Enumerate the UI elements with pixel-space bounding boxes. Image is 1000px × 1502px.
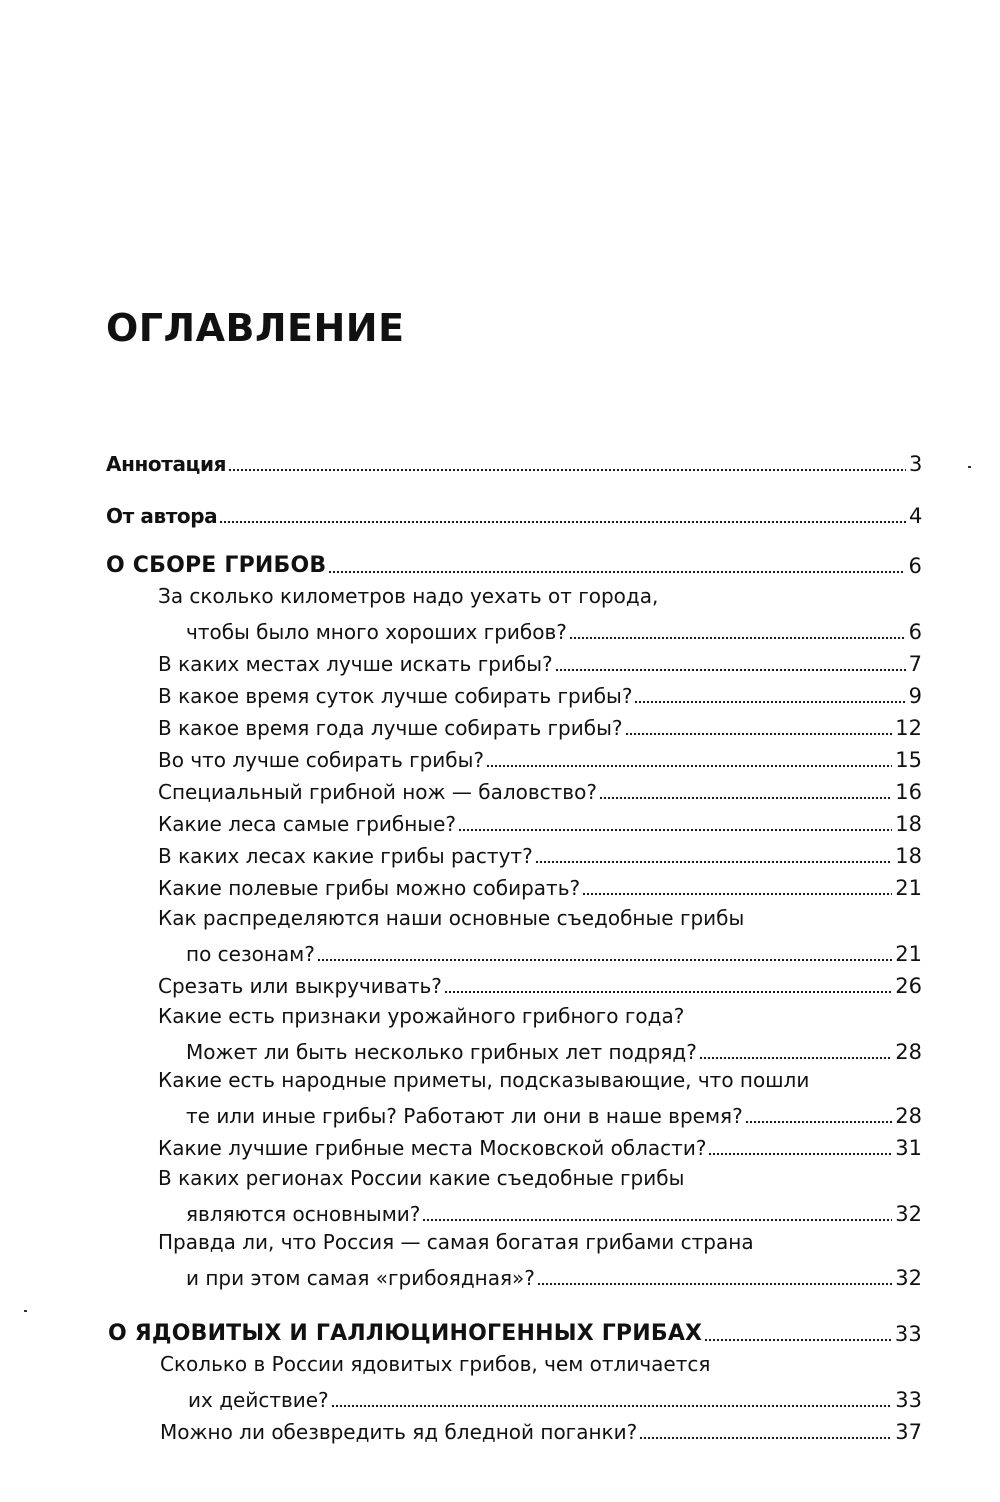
- toc-entry: [158, 646, 922, 678]
- toc-entry-title: Аннотация: [106, 452, 227, 476]
- toc-entry-title: Во что лучше собирать грибы?: [158, 748, 485, 772]
- toc-entry: [186, 1034, 922, 1066]
- toc-entry-title: те или иные грибы? Работают ли они в наше время?: [186, 1104, 743, 1128]
- toc-entry: [186, 1196, 922, 1228]
- toc-entry-line: Какие есть народные приметы, подсказывающие, что пошли: [158, 1068, 810, 1092]
- toc-page-number: 15: [895, 748, 922, 772]
- dot-leader: [582, 890, 892, 896]
- dot-leader: [444, 988, 892, 994]
- toc-entry: [158, 870, 922, 902]
- toc-page-number: 32: [895, 1266, 922, 1290]
- toc-page-number: 33: [894, 1322, 922, 1346]
- dot-leader: [458, 826, 892, 832]
- dot-leader: [535, 858, 893, 864]
- dot-leader: [422, 1216, 892, 1222]
- toc-entry-line: Сколько в России ядовитых грибов, чем отличается: [160, 1352, 711, 1376]
- scan-speck: [24, 1310, 27, 1312]
- toc-entry-title: От автора: [106, 504, 218, 528]
- dot-leader: [625, 730, 893, 736]
- toc-entry: [158, 1130, 922, 1162]
- dot-leader: [228, 466, 906, 472]
- toc-entry-line: Какие есть признаки урожайного грибного года?: [158, 1004, 685, 1028]
- toc-page-number: 16: [895, 780, 922, 804]
- section-title: О СБОРЕ ГРИБОВ: [106, 553, 327, 578]
- toc-page-number: 9: [908, 684, 922, 708]
- toc-entry-author: [106, 498, 922, 530]
- dot-leader: [555, 666, 906, 672]
- toc-entry-title: Может ли быть несколько грибных лет подряд?: [186, 1040, 697, 1064]
- toc-entry-line: Как распределяются наши основные съедобные грибы: [158, 906, 745, 930]
- toc-entry-title: являются основными?: [186, 1202, 421, 1226]
- toc-entry-title: чтобы было много хороших грибов?: [186, 620, 567, 644]
- toc-entry-title: Можно ли обезвредить яд бледной поганки?: [160, 1420, 638, 1444]
- dot-leader: [331, 1402, 893, 1408]
- toc-entry-title: Срезать или выкручивать?: [158, 974, 442, 998]
- dot-leader: [639, 1434, 892, 1440]
- dot-leader: [317, 956, 892, 962]
- toc-page-number: 26: [895, 974, 922, 998]
- toc-page-number: 28: [895, 1040, 922, 1064]
- toc-section-heading: [106, 548, 922, 580]
- dot-leader: [569, 634, 906, 640]
- toc-entry: [158, 806, 922, 838]
- dot-leader: [328, 568, 905, 574]
- toc-page-number: 33: [895, 1388, 922, 1412]
- toc-entry-line: За сколько километров надо уехать от города,: [158, 584, 659, 608]
- toc-page-number: 3: [909, 452, 922, 476]
- toc-entry-title: Какие полевые грибы можно собирать?: [158, 876, 581, 900]
- dot-leader: [537, 1280, 892, 1286]
- dot-leader: [599, 794, 892, 800]
- toc-entry: [186, 1260, 922, 1292]
- toc-entry: [188, 1382, 922, 1414]
- dot-leader: [486, 762, 892, 768]
- toc-entry-line: В каких регионах России какие съедобные грибы: [158, 1166, 685, 1190]
- toc-entry-title: В какое время года лучше собирать грибы?: [158, 716, 623, 740]
- toc-entry-title: Какие лучшие грибные места Московской области?: [158, 1136, 707, 1160]
- section-title: О ЯДОВИТЫХ И ГАЛЛЮЦИНОГЕННЫХ ГРИБАХ: [108, 1321, 703, 1346]
- toc-entry: [186, 936, 922, 968]
- scan-speck: [968, 466, 971, 468]
- toc-entry-title: и при этом самая «грибоядная»?: [186, 1266, 535, 1290]
- toc-entry: [158, 968, 922, 1000]
- toc-entry-title: В каких лесах какие грибы растут?: [158, 844, 533, 868]
- toc-entry: [186, 614, 922, 646]
- toc-entry-annotation: [106, 446, 922, 478]
- toc-entry: [158, 678, 922, 710]
- dot-leader: [699, 1054, 892, 1060]
- toc-entry-line: Правда ли, что Россия — самая богатая грибами страна: [158, 1230, 754, 1254]
- dot-leader: [219, 518, 906, 524]
- toc-page-number: 18: [895, 844, 922, 868]
- toc-entry-title: Специальный грибной нож — баловство?: [158, 780, 597, 804]
- toc-page-number: 7: [908, 652, 922, 676]
- toc-entry-title: В каких местах лучше искать грибы?: [158, 652, 553, 676]
- toc-entry: [158, 710, 922, 742]
- toc-page-number: 18: [895, 812, 922, 836]
- dot-leader: [634, 698, 905, 704]
- toc-section-heading: [108, 1316, 922, 1348]
- dot-leader: [745, 1118, 893, 1124]
- toc-page-number: 32: [895, 1202, 922, 1226]
- toc-page-number: 31: [895, 1136, 922, 1160]
- toc-page-number: 6: [908, 554, 922, 578]
- toc-entry: [158, 742, 922, 774]
- toc-page-number: 21: [895, 942, 922, 966]
- toc-page-number: 37: [895, 1420, 922, 1444]
- dot-leader: [708, 1150, 892, 1156]
- toc-entry-title: В какое время суток лучше собирать грибы?: [158, 684, 633, 708]
- toc-page-number: 28: [895, 1104, 922, 1128]
- toc-entry: [186, 1098, 922, 1130]
- toc-page-number: 12: [895, 716, 922, 740]
- toc-entry-title: по сезонам?: [186, 942, 315, 966]
- toc-entry: [158, 774, 922, 806]
- toc-page-number: 21: [895, 876, 922, 900]
- toc-page-number: 4: [909, 504, 922, 528]
- dot-leader: [704, 1336, 892, 1342]
- toc-entry-title: Какие леса самые грибные?: [158, 812, 457, 836]
- page-title: ОГЛАВЛЕНИЕ: [106, 306, 405, 350]
- toc-entry: [158, 838, 922, 870]
- toc-page-number: 6: [908, 620, 922, 644]
- toc-entry-title: их действие?: [188, 1388, 329, 1412]
- toc-entry: [160, 1414, 922, 1446]
